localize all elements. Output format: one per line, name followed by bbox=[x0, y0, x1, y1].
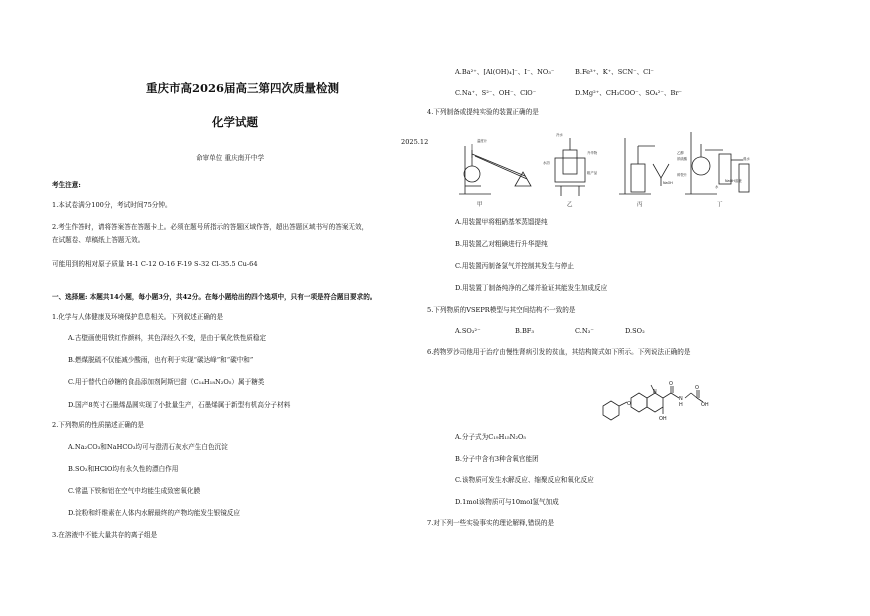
label-crude: 粗产品 bbox=[587, 171, 598, 175]
q3-option-a: A.Ba²⁺、[Al(OH)₄]⁻、I⁻、NO₃⁻ bbox=[455, 68, 555, 76]
q6-option-b: B.分子中含有3种含氧官能团 bbox=[455, 455, 539, 463]
label-bing: 丙 bbox=[637, 202, 643, 208]
q4-option-a: A.用装置甲将粗硝基苯蒸馏提纯 bbox=[455, 218, 548, 226]
phenyl-ring bbox=[603, 401, 619, 420]
q4-option-b: B.用装置乙对粗碘进行升华提纯 bbox=[455, 240, 548, 248]
q3-option-d: D.Mg²⁺、CH₃COO⁻、SO₄²⁻、Br⁻ bbox=[575, 89, 682, 97]
q4-option-c: C.用装置丙制备氯气并控制其发生与停止 bbox=[455, 262, 574, 270]
struct-h-amide: H bbox=[679, 402, 683, 408]
beaker-yi bbox=[555, 158, 585, 182]
receiver-flask-jia bbox=[515, 172, 531, 186]
struct-o-amide: O bbox=[669, 381, 673, 387]
struct-o-acid: O bbox=[695, 385, 699, 391]
q5-option-b: B.BF₃ bbox=[515, 327, 535, 335]
q2-option-c: C.常温下铁和铝在空气中均能生成致密氧化膜 bbox=[68, 487, 201, 495]
q7-stem: 7.对下列一些实验事实的理论解释,错误的是 bbox=[427, 519, 555, 527]
label-yi: 乙 bbox=[567, 202, 573, 208]
flask-jia bbox=[464, 166, 480, 182]
q6-structure-figure bbox=[593, 362, 713, 424]
test-tube-ding bbox=[739, 164, 749, 192]
subject-title: 化学试题 bbox=[212, 115, 258, 129]
struct-o-ether: O bbox=[627, 401, 631, 407]
label-conc-acid: 浓硫酸 bbox=[677, 157, 688, 161]
q6-option-c: C.该物质可发生水解反应、缩聚反应和氧化反应 bbox=[455, 476, 594, 484]
q3-option-c: C.Na⁺、S²⁻、OH⁻、ClO⁻ bbox=[455, 89, 537, 97]
q4-stem: 4.下列制备或提纯实验的装置正确的是 bbox=[427, 108, 539, 116]
funnel-bing bbox=[653, 164, 669, 178]
notice-item-2b: 在试题卷、草稿纸上答题无效。 bbox=[52, 236, 145, 244]
label-naoh-sol: NaOH溶液 bbox=[725, 179, 742, 183]
section-heading: 一、选择题: 本题共14小题，每小题3分，共42分。在每小题给出的四个选项中，只有一项是符合题目要求的。 bbox=[52, 293, 377, 301]
atomic-mass-line: 可能用到的相对原子质量 H-1 C-12 O-16 F-19 S-32 Cl-35.5 Cu-64 bbox=[52, 260, 258, 268]
q1-option-c: C.用于替代白砂糖的食品添加剂阿斯巴甜（C₁₄H₁₈N₂O₅）属于糖类 bbox=[68, 378, 265, 386]
exam-title: 重庆市高2026届高三第四次质量检测 bbox=[146, 81, 340, 95]
notice-item-1: 1.本试卷满分100分，考试时间75分钟。 bbox=[52, 201, 172, 209]
q5-option-d: D.SO₂ bbox=[625, 327, 645, 335]
pyridine-ring bbox=[647, 393, 663, 412]
notice-item-2a: 2.考生作答时，请将答案答在答题卡上。必须在题号所指示的答题区域作答，超出答题区域书写的答案无效， bbox=[52, 223, 369, 231]
label-bath: 水浴 bbox=[543, 161, 550, 165]
tube-bing bbox=[631, 164, 645, 192]
label-jia: 甲 bbox=[477, 202, 483, 208]
q2-option-a: A.Na₂CO₃和NaHCO₃均可与澄清石灰水产生白色沉淀 bbox=[68, 443, 228, 451]
label-thermometer: 温度计 bbox=[477, 139, 488, 143]
struct-oh-acid: OH bbox=[701, 402, 709, 408]
label-ethanol: 乙醇 bbox=[677, 151, 684, 155]
q1-option-b: B.燃煤脱硫不仅能减少酸雨，也有利于实现“碳达峰”和“碳中和” bbox=[68, 356, 254, 364]
notice-heading: 考生注意: bbox=[52, 181, 81, 189]
q6-option-d: D.1mol该物质可与10mol氢气加成 bbox=[455, 498, 559, 506]
struct-oh-ring: OH bbox=[659, 416, 667, 422]
struct-n-amide: N bbox=[679, 396, 683, 402]
label-broken-stone: 碎瓷片 bbox=[677, 173, 688, 177]
q4-option-d: D.用装置丁制备纯净的乙烯并验证其能发生加成反应 bbox=[455, 284, 608, 292]
q5-stem: 5.下列物质的VSEPR模型与其空间结构不一致的是 bbox=[427, 306, 576, 314]
author-line: 命审单位 重庆南开中学 bbox=[196, 154, 265, 162]
label-water: 水 bbox=[715, 185, 719, 189]
q1-option-d: D.国产8英寸石墨烯晶圆实现了小批量生产，石墨烯属于新型有机高分子材料 bbox=[68, 401, 291, 409]
label-naoh: NaOH bbox=[663, 181, 673, 185]
flask-ding bbox=[692, 157, 710, 175]
q1-option-a: A.古壁画使用铁红作颜料，其色泽经久不变，是由于氧化铁性质稳定 bbox=[68, 334, 267, 342]
q4-apparatus-figure bbox=[455, 124, 755, 208]
label-ding: 丁 bbox=[717, 202, 723, 208]
q6-option-a: A.分子式为C₁₉H₁₅N₂O₅ bbox=[455, 433, 527, 441]
q5-option-a: A.SO₃²⁻ bbox=[455, 327, 481, 335]
label-cold-water: 冷水 bbox=[556, 133, 563, 137]
q5-option-c: C.N₃⁻ bbox=[575, 327, 594, 335]
q3-option-b: B.Fe³⁺、K⁺、SCN⁻、Cl⁻ bbox=[575, 68, 654, 76]
q1-stem: 1.化学与人体健康及环境保护息息相关。下列叙述正确的是 bbox=[52, 313, 224, 321]
exam-date: 2025.12 bbox=[401, 138, 429, 146]
label-br-water: 溴水 bbox=[743, 157, 750, 161]
benzo-ring bbox=[631, 393, 647, 412]
struct-n-ring: N bbox=[653, 389, 657, 395]
q2-option-d: D.淀粉和纤维素在人体内水解最终的产物均能发生银镜反应 bbox=[68, 509, 240, 517]
q6-stem: 6.药物罗沙司他用于治疗由慢性肾病引发的贫血，其结构简式如下所示。下列说法正确的是 bbox=[427, 348, 691, 356]
q2-option-b: B.SO₂和HClO均有永久性的漂白作用 bbox=[68, 465, 179, 473]
q2-stem: 2.下列物质的性质描述正确的是 bbox=[52, 421, 145, 429]
inner-flask-yi bbox=[563, 150, 577, 174]
label-sublimation: 升华物 bbox=[587, 151, 598, 155]
q3-stem: 3.在溶液中不能大量共存的离子组是 bbox=[52, 531, 158, 539]
